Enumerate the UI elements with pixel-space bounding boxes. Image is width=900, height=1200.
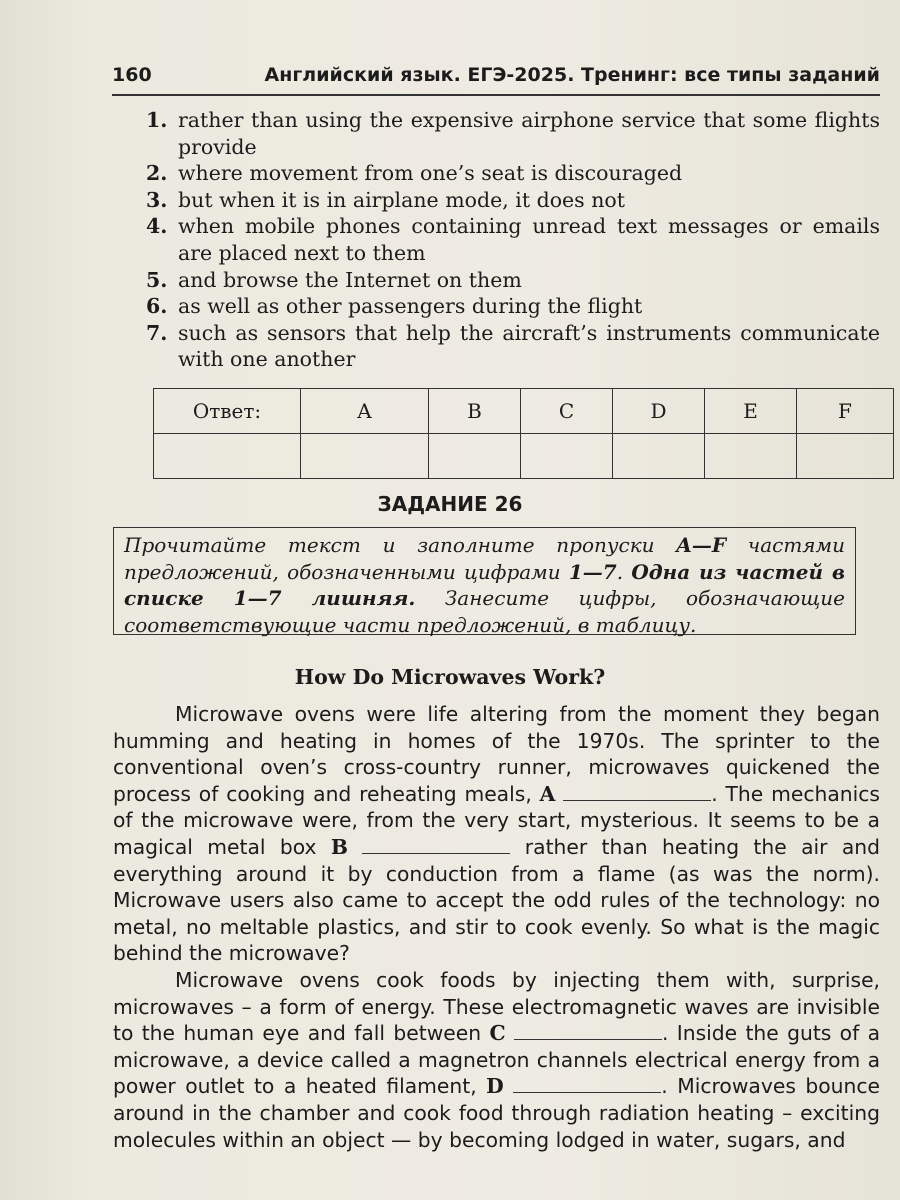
- instr-text: .: [616, 559, 632, 584]
- answer-letter: C: [558, 399, 575, 423]
- option-text: as well as other passengers during the flight: [178, 294, 643, 319]
- options-list: [146, 107, 880, 373]
- option-number: 6.: [146, 294, 168, 319]
- answer-input-cell[interactable]: [705, 434, 797, 479]
- option-number: 2.: [146, 161, 168, 186]
- answer-letter: F: [838, 399, 852, 423]
- answer-letter: E: [743, 399, 758, 423]
- paragraph-text: rather than heating the air and everything around it by conduction from a flame (as was the norm). Microwave users also came to accept the odd rules of the technology: no metal, no meltable plastics, and stir to cook evenly. So what is the magic behind the microwave?: [113, 834, 880, 966]
- answer-letter: D: [650, 399, 667, 423]
- option-number: 4.: [146, 214, 168, 239]
- paragraph-text: Microwave ovens cook foods by injecting them with, surprise, microwaves – a form of energy. These electromagnetic waves are invisible to the human eye and fall between: [113, 967, 880, 1046]
- paragraph-text: Microwave ovens were life altering from the moment they began humming and heating in homes of the 1970s. The sprinter to the conventional oven’s cross-country runner, microwaves quickened the process of cooking and reheating meals,: [113, 702, 880, 806]
- option-text: but when it is in airplane mode, it does not: [178, 187, 625, 212]
- option-item: [146, 160, 880, 187]
- task-title: ЗАДАНИЕ 26: [377, 492, 523, 516]
- option-text: when mobile phones containing unread text messages or emails are placed next to them: [178, 214, 880, 265]
- answer-empty-cell: [154, 434, 301, 479]
- option-text: and browse the Internet on them: [178, 267, 522, 292]
- answer-letter-cell: [301, 389, 429, 434]
- instr-text: Занесите цифры, обозначающие соответствующие части предложений, в таблицу.: [124, 586, 845, 637]
- paragraph-text: . Microwaves bounce around in the chamber and cook food through radiation heating – exciting molecules within an object — by becoming lodged in water, sugars, and: [113, 1074, 881, 1152]
- answer-letter-cell: [521, 389, 613, 434]
- answer-input-cell[interactable]: [613, 434, 705, 479]
- answer-input-cell[interactable]: [429, 434, 521, 479]
- answer-letter-cell: [705, 389, 797, 434]
- instr-text: частями предложений, обозначенными цифрами: [124, 533, 845, 584]
- article-title: How Do Microwaves Work?: [294, 665, 606, 689]
- gap-blank[interactable]: [514, 1021, 662, 1040]
- option-item: [146, 213, 880, 266]
- answer-label-cell: [154, 389, 301, 434]
- task-instructions: [113, 527, 856, 635]
- page-header: [112, 60, 880, 96]
- option-item: [146, 293, 880, 320]
- answer-table: [153, 388, 894, 479]
- answer-label: Ответ:: [192, 399, 262, 423]
- answer-letter-cell: [613, 389, 705, 434]
- option-text: such as sensors that help the aircraft’s instruments communicate with one another: [178, 320, 880, 372]
- option-item: [146, 267, 880, 294]
- gap-letter: D: [486, 1074, 504, 1099]
- gap-blank[interactable]: [362, 835, 510, 854]
- option-number: 5.: [146, 267, 168, 292]
- instr-text: Прочитайте текст и заполните пропуски: [124, 533, 677, 557]
- gap-letter: C: [489, 1021, 506, 1046]
- paragraph: [113, 701, 880, 967]
- article-body: [113, 701, 880, 1153]
- answer-letter: A: [357, 399, 372, 423]
- option-item: [146, 107, 880, 160]
- paragraph: [113, 967, 880, 1153]
- answer-input-cell[interactable]: [521, 434, 613, 479]
- answer-input-cell[interactable]: [797, 434, 894, 479]
- paragraph-text: . Inside the guts of a microwave, a device called a magnetron channels electrical energy from a power outlet to a heated filament,: [113, 1021, 881, 1099]
- paragraph-text: . The mechanics of the microwave were, from the very start, mysterious. It seems to be a magical metal box: [113, 781, 880, 859]
- answer-input-cell[interactable]: [301, 434, 429, 479]
- option-text: where movement from one’s seat is discouraged: [178, 161, 683, 186]
- instr-bold: A—F: [676, 533, 727, 557]
- answer-letter-cell: [429, 389, 521, 434]
- option-text: rather than using the expensive airphone service that some flights provide: [178, 108, 880, 159]
- answer-letter: B: [467, 399, 482, 423]
- page-number: 160: [112, 64, 152, 86]
- gap-letter: A: [539, 781, 556, 806]
- option-number: 1.: [146, 108, 168, 132]
- option-number: 7.: [146, 320, 168, 345]
- answer-letter-cell: [797, 389, 894, 434]
- option-item: [146, 187, 880, 214]
- gap-blank[interactable]: [563, 782, 711, 801]
- instr-bold: 1—7: [568, 559, 617, 584]
- book-title: Английский язык. ЕГЭ-2025. Тренинг: все типы заданий: [264, 64, 880, 86]
- gap-letter: B: [330, 834, 349, 859]
- instr-bold: Одна из частей в списке 1—7 лишняя.: [124, 559, 846, 610]
- option-number: 3.: [146, 187, 168, 212]
- gap-blank[interactable]: [513, 1074, 661, 1093]
- option-item: [146, 320, 880, 373]
